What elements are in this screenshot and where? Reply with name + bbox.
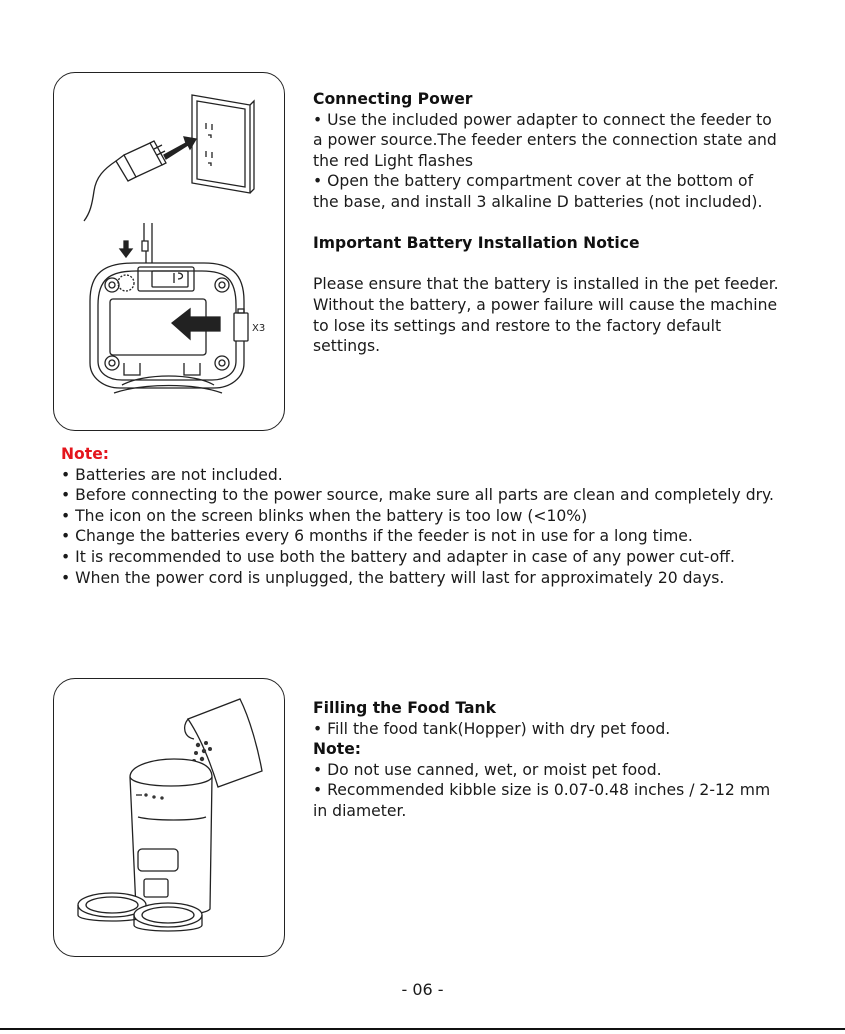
- notes-section: [61, 444, 781, 588]
- battery-icon: [234, 309, 248, 341]
- bottom-rule: [0, 1028, 845, 1030]
- battery-notice-heading: Important Battery Installation Notice: [313, 234, 640, 253]
- power-bullet-batteries: • Open the battery compartment cover at the bottom of the base, and install 3 alkaline D batteries (not included).: [313, 172, 763, 211]
- pet-feeder-icon: [130, 759, 212, 915]
- plug-in-arrow-icon: [164, 137, 196, 159]
- down-arrow-icon: [120, 241, 132, 257]
- food-tank-section: [313, 698, 783, 822]
- battery-notice-paragraph-2: Without the battery, a power failure will cause the machine to lose its settings and restore to the factory default settings.: [313, 295, 778, 356]
- power-battery-drawing: [54, 73, 284, 430]
- note-item: • Batteries are not included.: [61, 465, 283, 484]
- filling-tank-drawing: [54, 679, 284, 956]
- note-item: • Change the batteries every 6 months if the feeder is not in use for a long time.: [61, 527, 693, 546]
- power-bullet-adapter: • Use the included power adapter to connect the feeder to a power source.The feeder enters the connection state and the red Light flashes: [313, 110, 777, 170]
- wall-socket-icon: [192, 95, 254, 193]
- battery-count-label: X3: [252, 323, 266, 334]
- cable-connector-icon: [142, 223, 148, 267]
- food-tank-bullet-fill: • Fill the food tank(Hopper) with dry pet food.: [313, 719, 671, 738]
- note-item: • When the power cord is unplugged, the battery will last for approximately 20 days.: [61, 568, 725, 587]
- note-item: • The icon on the screen blinks when the battery is too low (<10%): [61, 506, 588, 525]
- connecting-power-section: [313, 89, 783, 357]
- battery-notice-paragraph-1: Please ensure that the battery is installed in the pet feeder.: [313, 275, 779, 294]
- power-battery-illustration: [53, 72, 285, 431]
- note-item: • Before connecting to the power source, make sure all parts are clean and completely dry.: [61, 486, 774, 505]
- food-tank-heading: Filling the Food Tank: [313, 699, 496, 717]
- food-tank-note-kibble-size: • Recommended kibble size is 0.07-0.48 inches / 2-12 mm in diameter.: [313, 781, 771, 820]
- feeder-base-icon: [90, 263, 244, 393]
- food-tank-note-heading: Note:: [313, 740, 362, 759]
- notes-heading: Note:: [61, 445, 110, 463]
- note-item: • It is recommended to use both the battery and adapter in case of any power cut-off.: [61, 547, 735, 566]
- connecting-power-heading: Connecting Power: [313, 90, 473, 108]
- page-number: - 06 -: [401, 980, 444, 999]
- filling-tank-illustration: [53, 678, 285, 957]
- power-adapter-icon: [84, 141, 166, 221]
- food-tank-note-wet-food: • Do not use canned, wet, or moist pet food.: [313, 760, 662, 779]
